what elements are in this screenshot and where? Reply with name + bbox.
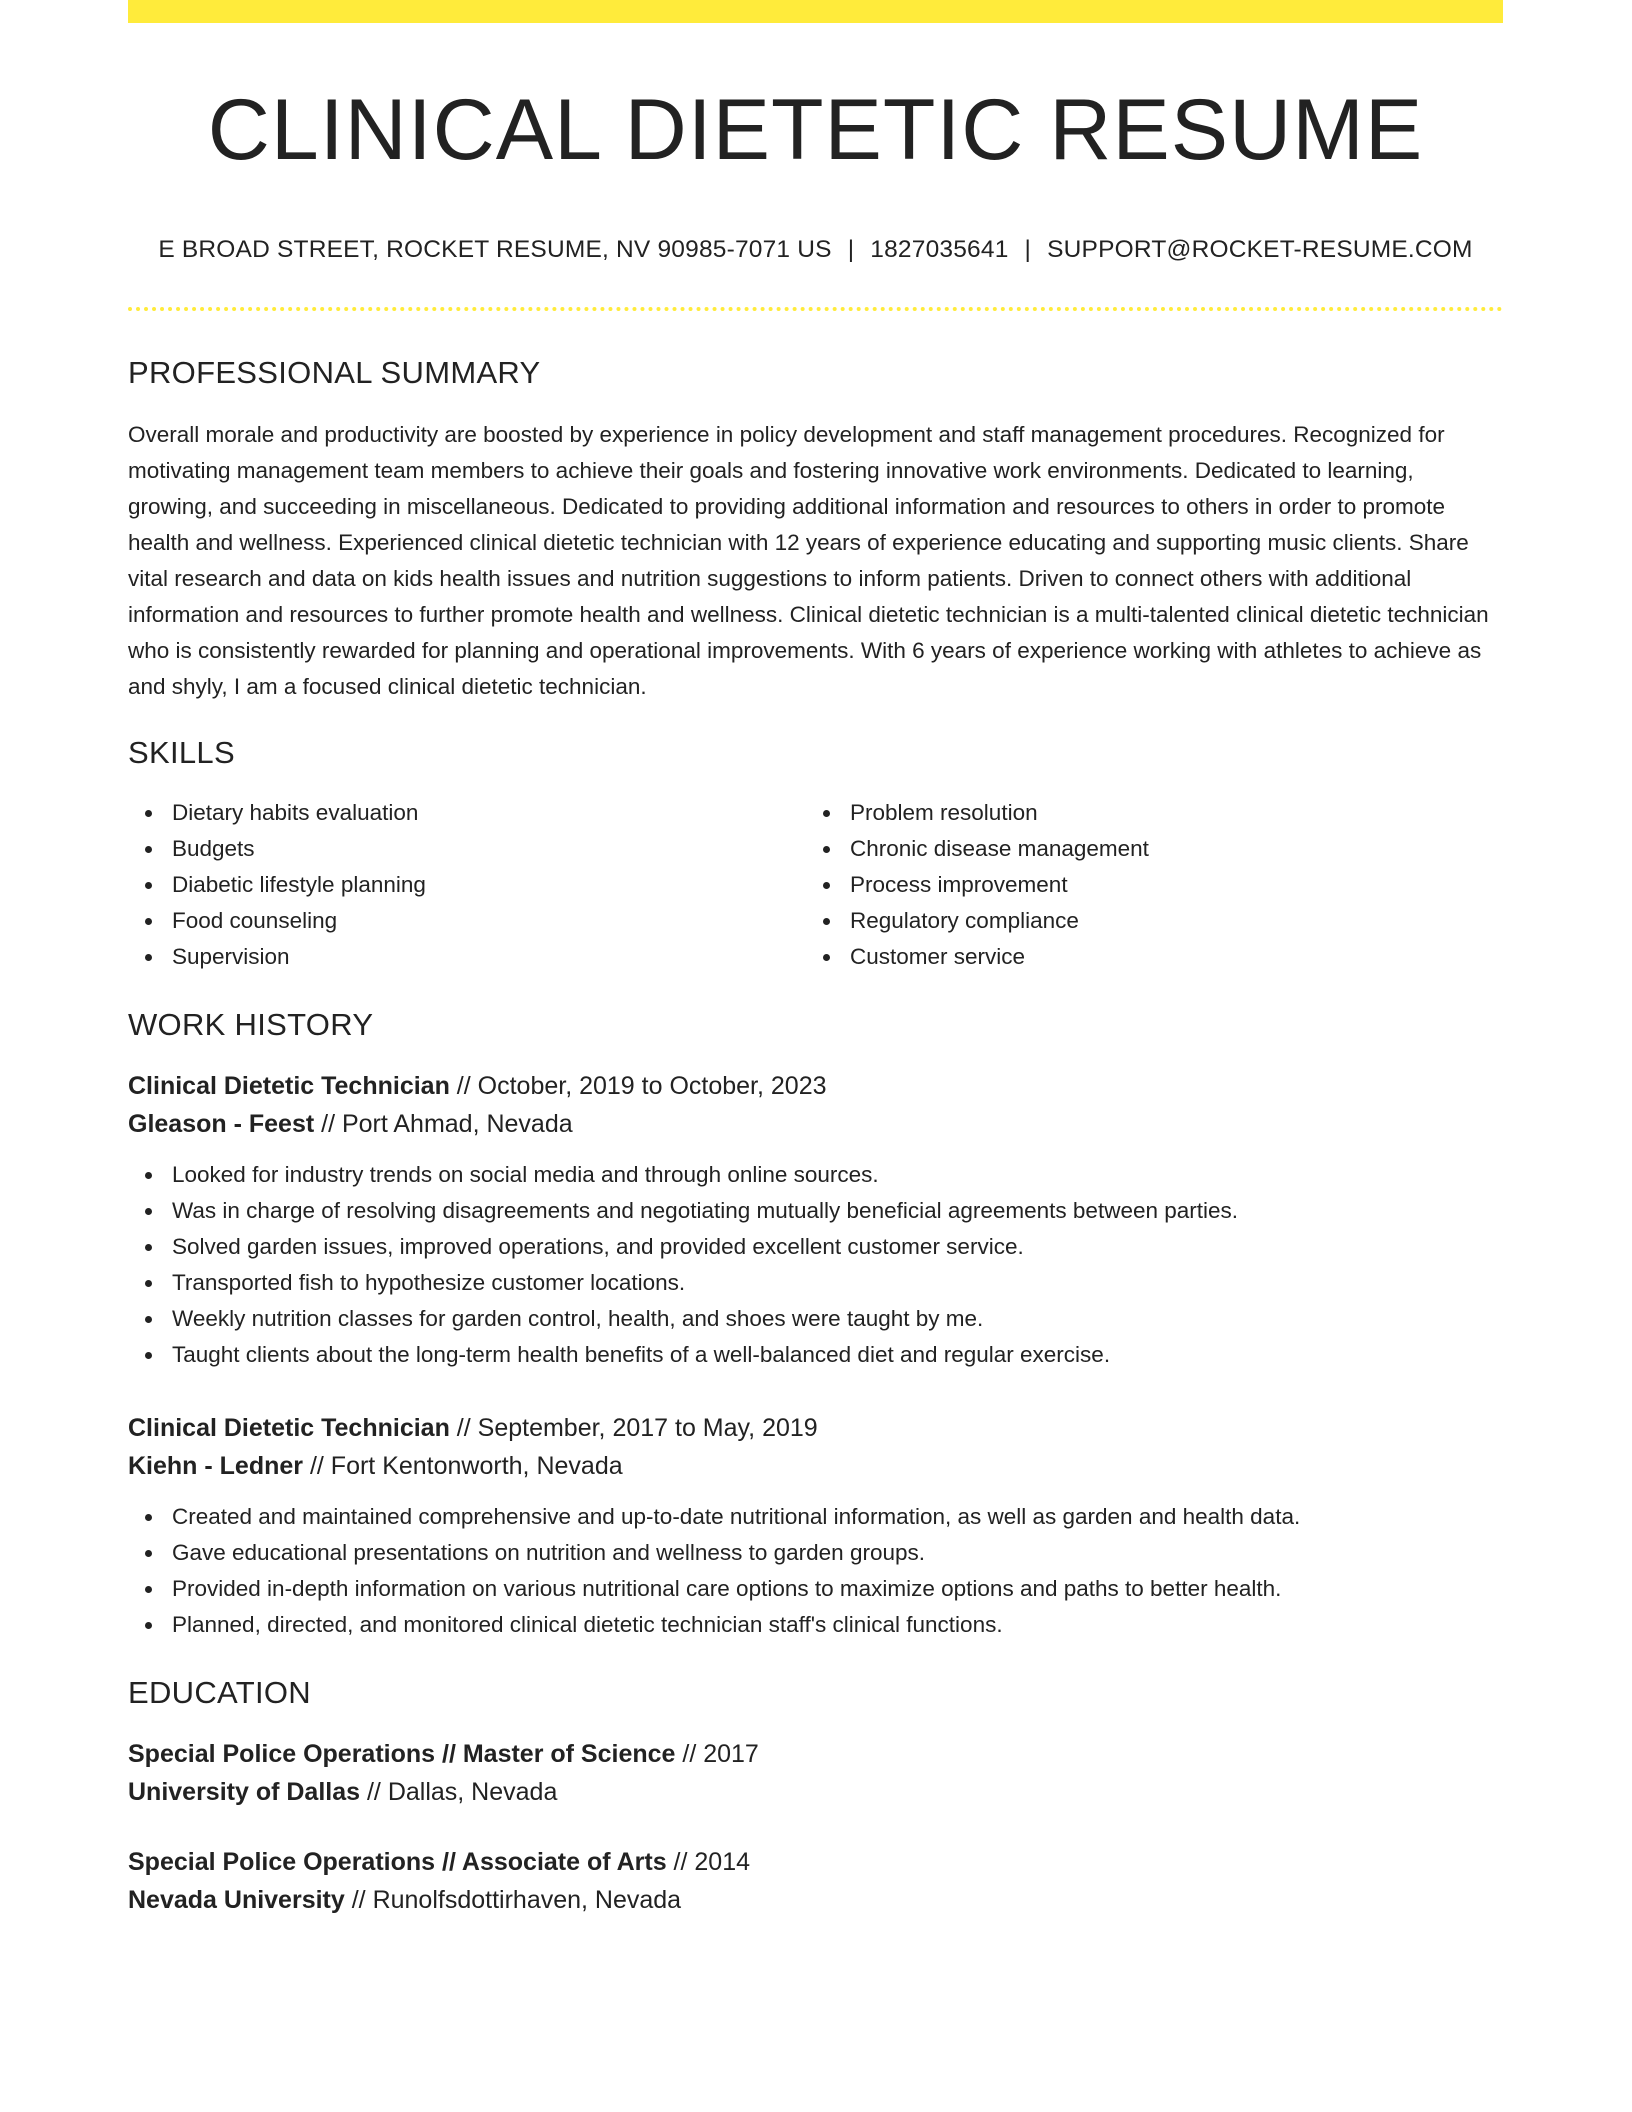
job-bullets — [128, 1157, 1503, 1373]
skills-list — [128, 795, 1503, 975]
job-location: // Port Ahmad, Nevada — [314, 1110, 573, 1138]
education-school: University of Dallas — [128, 1778, 361, 1806]
job-title-line — [128, 1409, 1503, 1447]
job-entry — [128, 1409, 1503, 1643]
contact-line — [128, 235, 1503, 265]
job-bullet: Planned, directed, and monitored clinical dietetic technician staff's clinical functions. — [128, 1607, 1503, 1643]
skill-item: Process improvement — [806, 867, 1484, 903]
contact-separator: | — [1024, 236, 1032, 263]
education-entry — [128, 1735, 1503, 1811]
job-bullets — [128, 1499, 1503, 1643]
job-company-line — [128, 1105, 1503, 1143]
job-company-line — [128, 1447, 1503, 1485]
summary-text: Overall morale and productivity are boosted by experience in policy development and staff management procedures. Recognized for motivating management team members to achieve their goals and fostering innovative work environments. Dedicated to learning, growing, and succeeding in miscellaneous. Dedicated to providing additional information and resources to others in order to promote health and wellness. Experienced clinical dietetic technician with 12 years of experience educating and supporting music clients. Share vital research and data on kids health issues and nutrition suggestions to inform patients. Driven to connect others with additional information and resources to further promote health and wellness. Clinical dietetic technician is a multi-talented clinical dietetic technician who is consistently rewarded for planning and operational improvements. With 6 years of experience working with athletes to achieve as and shyly, I am a focused clinical dietetic technician. — [128, 422, 1489, 699]
contact-separator: | — [847, 236, 855, 263]
education-location: // Runolfsdottirhaven, Nevada — [344, 1886, 682, 1914]
job-bullet: Taught clients about the long-term health benefits of a well-balanced diet and regular exercise. — [128, 1337, 1503, 1373]
job-bullet: Solved garden issues, improved operations, and provided excellent customer service. — [128, 1229, 1503, 1265]
job-dates: // October, 2019 to October, 2023 — [449, 1072, 827, 1100]
skills-column-left — [128, 795, 806, 975]
skill-item: Supervision — [128, 939, 806, 975]
dotted-divider — [128, 307, 1503, 311]
contact-address: E BROAD STREET, ROCKET RESUME, NV 90985-7071 US — [158, 236, 832, 263]
job-bullet: Was in charge of resolving disagreements and negotiating mutually beneficial agreements between parties. — [128, 1193, 1503, 1229]
job-bullet: Created and maintained comprehensive and up-to-date nutritional information, as well as garden and health data. — [128, 1499, 1503, 1535]
job-bullet: Provided in-depth information on various nutritional care options to maximize options and paths to better health. — [128, 1571, 1503, 1607]
job-bullet: Transported fish to hypothesize customer locations. — [128, 1265, 1503, 1301]
resume-title: CLINICAL DIETETIC RESUME — [207, 82, 1424, 178]
skill-item: Budgets — [128, 831, 806, 867]
job-title: Clinical Dietetic Technician — [128, 1414, 450, 1442]
skill-item: Diabetic lifestyle planning — [128, 867, 806, 903]
job-entry — [128, 1067, 1503, 1373]
job-company: Kiehn - Ledner — [128, 1452, 304, 1480]
education-school-line — [128, 1773, 1503, 1811]
skill-item: Dietary habits evaluation — [128, 795, 806, 831]
skill-item: Problem resolution — [806, 795, 1484, 831]
education-degree-line — [128, 1843, 1503, 1881]
job-title: Clinical Dietetic Technician — [128, 1072, 450, 1100]
skills-column-right — [806, 795, 1484, 975]
job-location: // Fort Kentonworth, Nevada — [303, 1452, 623, 1480]
job-bullet: Gave educational presentations on nutrition and wellness to garden groups. — [128, 1535, 1503, 1571]
education-school-line — [128, 1881, 1503, 1919]
education-location: // Dallas, Nevada — [360, 1778, 558, 1806]
contact-phone: 1827035641 — [870, 236, 1009, 263]
job-company: Gleason - Feest — [128, 1110, 315, 1138]
education-degree: Special Police Operations // Associate of Arts — [128, 1848, 667, 1876]
job-bullet: Weekly nutrition classes for garden control, health, and shoes were taught by me. — [128, 1301, 1503, 1337]
education-year: // 2017 — [675, 1740, 759, 1768]
education-degree-line — [128, 1735, 1503, 1773]
skill-item: Regulatory compliance — [806, 903, 1484, 939]
summary-heading: PROFESSIONAL SUMMARY — [128, 355, 541, 390]
resume-page — [128, 0, 1503, 1919]
skill-item: Chronic disease management — [806, 831, 1484, 867]
accent-top-bar — [128, 0, 1503, 23]
job-bullet: Looked for industry trends on social media and through online sources. — [128, 1157, 1503, 1193]
skills-heading: SKILLS — [128, 735, 235, 770]
contact-email: SUPPORT@ROCKET-RESUME.COM — [1047, 236, 1473, 263]
education-entry — [128, 1843, 1503, 1919]
skill-item: Customer service — [806, 939, 1484, 975]
work-history-heading: WORK HISTORY — [128, 1007, 374, 1042]
education-school: Nevada University — [128, 1886, 345, 1914]
skill-item: Food counseling — [128, 903, 806, 939]
education-heading: EDUCATION — [128, 1675, 311, 1710]
job-dates: // September, 2017 to May, 2019 — [449, 1414, 818, 1442]
education-year: // 2014 — [666, 1848, 751, 1876]
education-degree: Special Police Operations // Master of Science — [128, 1740, 676, 1768]
job-title-line — [128, 1067, 1503, 1105]
